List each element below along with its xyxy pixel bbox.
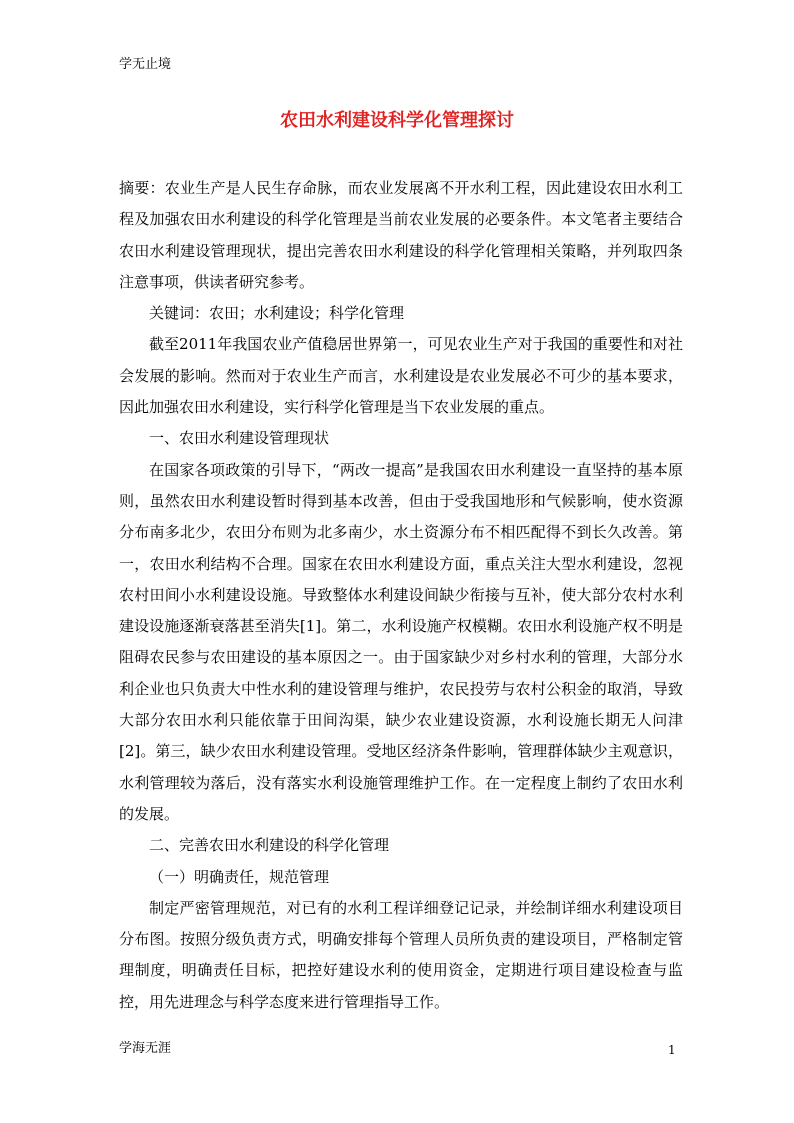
abstract-paragraph: 摘要：农业生产是人民生存命脉，而农业发展离不开水利工程，因此建设农田水利工程及加强农田水利建设的科学化管理是当前农业发展的必要条件。本文笔者主要结合农田水利建设管理现状，提出完善农田水利建设的科学化管理相关策略，并列取四条注意事项，供读者研究参考。	[119, 179, 683, 291]
page-header: 学无止境	[119, 57, 172, 72]
management-paragraph: 制定严密管理规范，对已有的水利工程详细登记记录，并绘制详细水利建设项目分布图。按照分级负责方式，明确安排每个管理人员所负责的建设项目，严格制定管理制度，明确责任目标，把控好建设水利的使用资金，定期进行项目建设检查与监控，用先进理念与科学态度来进行管理指导工作。	[119, 898, 683, 1011]
page-number: 1	[668, 1043, 676, 1057]
page-footer-text: 学海无涯	[119, 1041, 172, 1056]
status-paragraph: 在国家各项政策的引导下，“两改一提高”是我国农田水利建设一直坚持的基本原则，虽然农田水利建设暂时得到基本改善，但由于受我国地形和气候影响，使水资源分布南多北少，农田分布则为北多南少，水土资源分布不相匹配得不到长久改善。第一，农田水利结构不合理。国家在农田水利建设方面，重点关注大型水利建设，忽视农村田间小水利建设设施。导致整体水利建设间缺少衔接与互补，使大部分农村水利建设设施逐渐衰落甚至消失[1]。第二，水利设施产权模糊。农田水利设施产权不明是阻碍农民参与农田建设的基本原因之一。由于国家缺少对乡村水利的管理，大部分水利企业也只负责大中性水利的建设管理与维护，农民投劳与农村公积金的取消，导致大部分农田水利只能依靠于田间沟渠，缺少农业建设资源，水利设施长期无人问津[2]。第三，缺少农田水利建设管理。受地区经济条件影响，管理群体缺少主观意识，水利管理较为落后，没有落实水利设施管理维护工作。在一定程度上制约了农田水利的发展。	[119, 460, 683, 823]
subsection-heading-1: （一）明确责任，规范管理	[149, 867, 330, 886]
section-heading-2: 二、完善农田水利建设的科学化管理	[149, 836, 390, 855]
document-body	[119, 173, 683, 1018]
document-title: 农田水利建设科学化管理探讨	[280, 110, 514, 131]
intro-paragraph: 截至2011年我国农业产值稳居世界第一，可见农业生产对于我国的重要性和对社会发展的影响。然而对于农业生产而言，水利建设是农业发展必不可少的基本要求，因此加强农田水利建设，实行科学化管理是当下农业发展的重点。	[119, 335, 683, 417]
keywords-paragraph: 关键词：农田；水利建设；科学化管理	[149, 304, 405, 323]
section-heading-1: 一、农田水利建设管理现状	[149, 429, 330, 448]
